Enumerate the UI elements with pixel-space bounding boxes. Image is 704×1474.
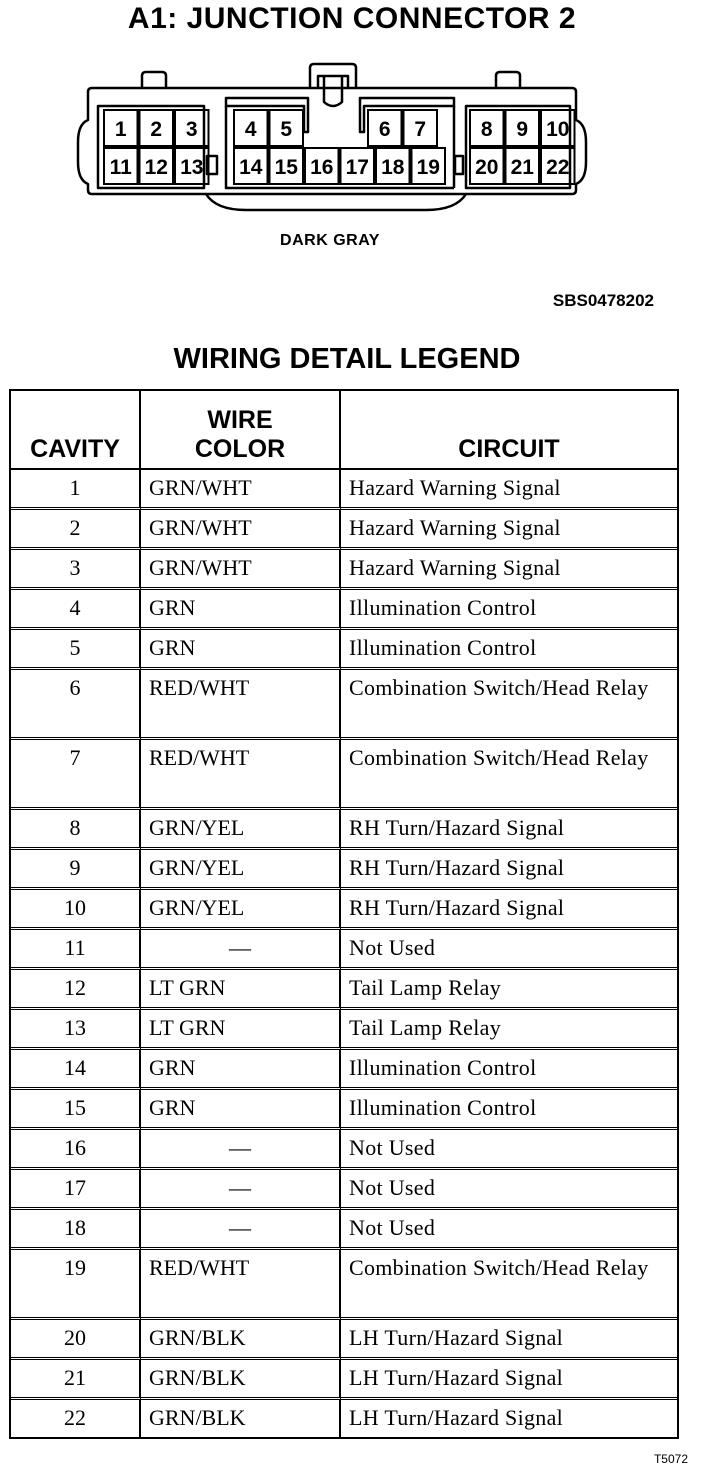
wire-color-cell: RED/WHT [141, 1250, 341, 1320]
circuit-cell: RH Turn/Hazard Signal [341, 850, 677, 890]
cavity-number: 9 [516, 118, 529, 141]
circuit-cell: LH Turn/Hazard Signal [341, 1320, 677, 1360]
wire-color-cell: GRN [141, 630, 341, 670]
wire-color-cell: LT GRN [141, 970, 341, 1010]
cavity-number: 1 [114, 118, 127, 141]
cavity-cell: 9 [11, 850, 141, 890]
table-row [11, 1360, 677, 1400]
cavity-number: 21 [510, 156, 534, 179]
cavity-cell: 8 [11, 810, 141, 850]
wire-color-cell: GRN/BLK [141, 1400, 341, 1437]
wire-color-cell: GRN [141, 1050, 341, 1090]
cavity-number: 7 [414, 118, 427, 141]
cavity-cell: 19 [11, 1250, 141, 1320]
wire-color-cell: RED/WHT [141, 670, 341, 740]
circuit-cell: Illumination Control [341, 1050, 677, 1090]
cavity-cell: 12 [11, 970, 141, 1010]
wire-color-cell: GRN/YEL [141, 890, 341, 930]
table-row [11, 1210, 677, 1250]
wire-color-cell: GRN/WHT [141, 510, 341, 550]
cavity-cell: 17 [11, 1170, 141, 1210]
cavity-number: 11 [109, 156, 132, 179]
table-row [11, 930, 677, 970]
connector-diagram [76, 62, 596, 214]
wire-color-cell: — [141, 1210, 341, 1250]
wire-color-cell: RED/WHT [141, 740, 341, 810]
table-row [11, 1250, 677, 1320]
circuit-cell: Tail Lamp Relay [341, 970, 677, 1010]
wire-color-cell: GRN/WHT [141, 470, 341, 510]
circuit-cell: Combination Switch/Head Relay [341, 740, 677, 810]
table-row [11, 1400, 677, 1437]
header-cavity: CAVITY [11, 391, 141, 470]
table-row [11, 590, 677, 630]
cavity-cell: 16 [11, 1130, 141, 1170]
connector-tab-left [142, 72, 166, 88]
cavity-cell: 4 [11, 590, 141, 630]
circuit-cell: Illumination Control [341, 590, 677, 630]
circuit-cell: RH Turn/Hazard Signal [341, 810, 677, 850]
table-row [11, 670, 677, 740]
cavity-number: 18 [381, 156, 405, 179]
wire-color-cell: GRN/BLK [141, 1360, 341, 1400]
cavity-number: 4 [244, 118, 257, 141]
table-row [11, 1090, 677, 1130]
cavity-number: 14 [239, 156, 263, 179]
connector-skirt [206, 194, 466, 210]
cavity-cell: 2 [11, 510, 141, 550]
cavity-number: 19 [416, 156, 440, 179]
circuit-cell: Hazard Warning Signal [341, 470, 677, 510]
cavity-cell: 20 [11, 1320, 141, 1360]
circuit-cell: Combination Switch/Head Relay [341, 670, 677, 740]
cavity-cell: 5 [11, 630, 141, 670]
table-row [11, 1170, 677, 1210]
table-row [11, 510, 677, 550]
circuit-cell: Not Used [341, 1210, 677, 1250]
circuit-cell: LH Turn/Hazard Signal [341, 1360, 677, 1400]
cavity-number: 13 [180, 156, 204, 179]
table-row [11, 550, 677, 590]
circuit-cell: Illumination Control [341, 630, 677, 670]
wire-color-cell: — [141, 930, 341, 970]
cavity-number: 12 [144, 156, 168, 179]
circuit-cell: RH Turn/Hazard Signal [341, 890, 677, 930]
legend-header-row [11, 391, 677, 470]
figure-code: T5072 [653, 1452, 688, 1466]
circuit-cell: Hazard Warning Signal [341, 510, 677, 550]
wire-color-cell: GRN [141, 1090, 341, 1130]
header-circuit: CIRCUIT [341, 391, 677, 470]
cavity-number: 15 [274, 156, 298, 179]
circuit-cell: Not Used [341, 1130, 677, 1170]
cavity-cell: 18 [11, 1210, 141, 1250]
cavity-number: 10 [546, 118, 570, 141]
wire-color-cell: LT GRN [141, 1010, 341, 1050]
wire-color-cell: — [141, 1130, 341, 1170]
wire-color-cell: GRN/BLK [141, 1320, 341, 1360]
cavity-cell: 15 [11, 1090, 141, 1130]
cavity-cell: 14 [11, 1050, 141, 1090]
circuit-cell: Combination Switch/Head Relay [341, 1250, 677, 1320]
table-row [11, 890, 677, 930]
table-row [11, 740, 677, 810]
cavity-cell: 10 [11, 890, 141, 930]
table-row [11, 810, 677, 850]
table-row [11, 470, 677, 510]
circuit-cell: Not Used [341, 930, 677, 970]
cavity-cell: 13 [11, 1010, 141, 1050]
cavity-number: 16 [310, 156, 334, 179]
table-row [11, 970, 677, 1010]
header-wire-label: WIRE [207, 406, 273, 434]
header-wire-color [141, 391, 341, 470]
cavity-number: 5 [280, 118, 293, 141]
wire-color-cell: GRN/YEL [141, 850, 341, 890]
cavity-number: 2 [150, 118, 163, 141]
wire-color-cell: GRN/YEL [141, 810, 341, 850]
wiring-legend-table [9, 389, 679, 1439]
connector-color-label: DARK GRAY [280, 232, 380, 249]
connector-tab-right [496, 72, 520, 88]
circuit-cell: Not Used [341, 1170, 677, 1210]
circuit-cell: LH Turn/Hazard Signal [349, 1405, 564, 1430]
cavity-cell: 22 [11, 1400, 141, 1437]
wire-color-cell: — [141, 1170, 341, 1210]
cavity-cell: 7 [11, 740, 141, 810]
wire-color-cell: GRN/WHT [141, 550, 341, 590]
circuit-cell: Illumination Control [341, 1090, 677, 1130]
reference-code: SBS0478202 [552, 291, 654, 310]
cavity-number: 20 [475, 156, 499, 179]
header-color-label: COLOR [194, 435, 286, 463]
table-row [11, 1320, 677, 1360]
legend-title: WIRING DETAIL LEGEND [173, 343, 521, 375]
circuit-cell: Hazard Warning Signal [341, 550, 677, 590]
table-row [11, 850, 677, 890]
wire-color-cell: GRN [141, 590, 341, 630]
cavity-cell: 1 [11, 470, 141, 510]
table-row [11, 1130, 677, 1170]
cavity-number: 8 [480, 118, 493, 141]
table-row [11, 1050, 677, 1090]
connector-title: A1: JUNCTION CONNECTOR 2 [127, 2, 577, 35]
table-row [11, 630, 677, 670]
cavity-number: 6 [378, 118, 391, 141]
cavity-cell: 6 [11, 670, 141, 740]
cavity-cell: 21 [11, 1360, 141, 1400]
cavity-cell: 11 [11, 930, 141, 970]
cavity-cell: 3 [11, 550, 141, 590]
circuit-cell: Tail Lamp Relay [341, 1010, 677, 1050]
cavity-number: 3 [185, 118, 198, 141]
cavity-number: 22 [546, 156, 570, 179]
table-row [11, 1010, 677, 1050]
cavity-number: 17 [345, 156, 369, 179]
